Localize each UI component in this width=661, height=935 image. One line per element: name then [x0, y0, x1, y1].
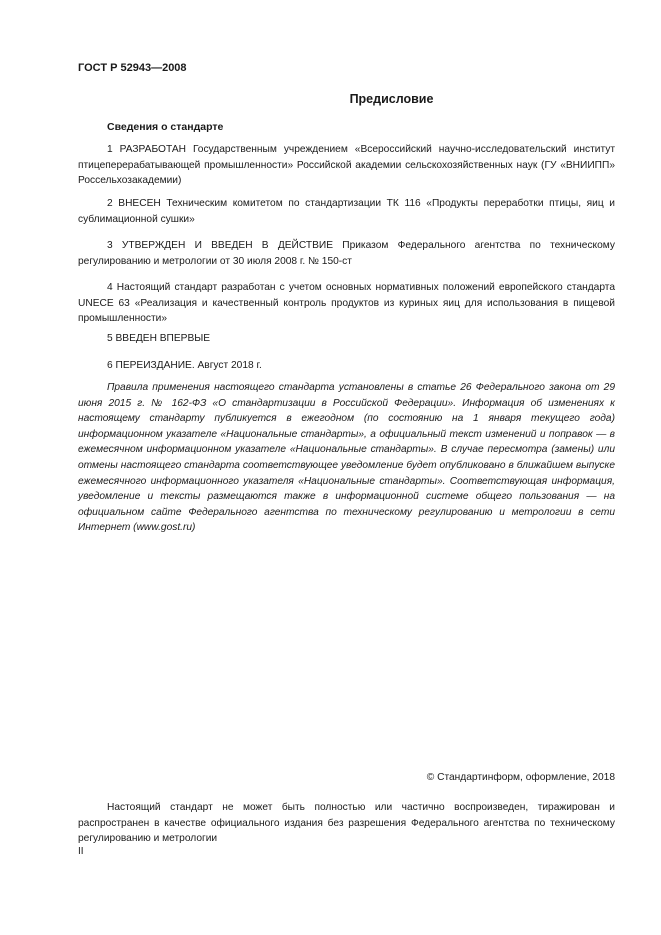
foreword-item [78, 238, 615, 269]
reproduction-notice-text: Настоящий стандарт не может быть полностью или частично воспроизведен, тиражирован и распространен в качестве официального издания без разрешения Федерального агентства по техническому регулированию и метрологии [78, 802, 615, 845]
foreword-item-text: 3 УТВЕРЖДЕН И ВВЕДЕН В ДЕЙСТВИЕ Приказом Федерального агентства по техническому регулированию и метрологии от 30 июля 2008 г. № 150-ст [78, 240, 615, 267]
reproduction-notice [78, 800, 615, 847]
foreword-item [78, 196, 615, 227]
foreword-item [78, 331, 615, 347]
usage-notice-text: Правила применения настоящего стандарта установлены в статье 26 Федерального закона от 29 июня 2015 г. № 162-ФЗ «О стандартизации в Российской Федерации». Информация об изменениях к настоящему стандарту публикуется в ежегодном (по состоянию на 1 января текущего года) информационном указателе «Национальные стандарты», а официальный текст изменений и поправок — в ежемесячном информационном указателе «Национальные стандарты». В случае пересмотра (замены) или отмены настоящего стандарта соответствующее уведомление будет опубликовано в ближайшем выпуске ежемесячного информационного указателя «Национальные стандарты». Соответствующая информация, уведомление и тексты размещаются также в информационной системе общего пользования — на официальном сайте Федерального агентства по техническому регулированию и метрологии в сети Интернет (www.gost.ru) [78, 382, 615, 534]
section-subheading: Сведения о стандарте [107, 121, 224, 133]
page-title: Предисловие [349, 92, 434, 106]
usage-notice [78, 380, 615, 536]
page-number: II [78, 846, 84, 857]
foreword-item-text: 5 ВВЕДЕН ВПЕРВЫЕ [107, 333, 211, 344]
foreword-item-text: 2 ВНЕСЕН Техническим комитетом по стандартизации ТК 116 «Продукты переработки птицы, яиц и сублимационной сушки» [78, 198, 615, 225]
foreword-item [78, 142, 615, 189]
foreword-item-text: 1 РАЗРАБОТАН Государственным учреждением «Всероссийский научно-исследовательский институт птицеперерабатывающей промышленности» Российской академии сельскохозяйственных наук (ГУ «ВНИИПП» Россельхозакадемии) [78, 144, 615, 187]
foreword-item-text: 6 ПЕРЕИЗДАНИЕ. Август 2018 г. [107, 360, 262, 371]
foreword-item [78, 358, 615, 374]
foreword-item-text: 4 Настоящий стандарт разработан с учетом основных нормативных положений европейского стандарта UNECE 63 «Реализация и качественный контроль продуктов из куриных яиц для использования в пищевой промышленности» [78, 282, 615, 325]
copyright: © Стандартинформ, оформление, 2018 [426, 772, 615, 783]
standard-id: ГОСТ Р 52943—2008 [78, 62, 187, 74]
foreword-item [78, 280, 615, 327]
